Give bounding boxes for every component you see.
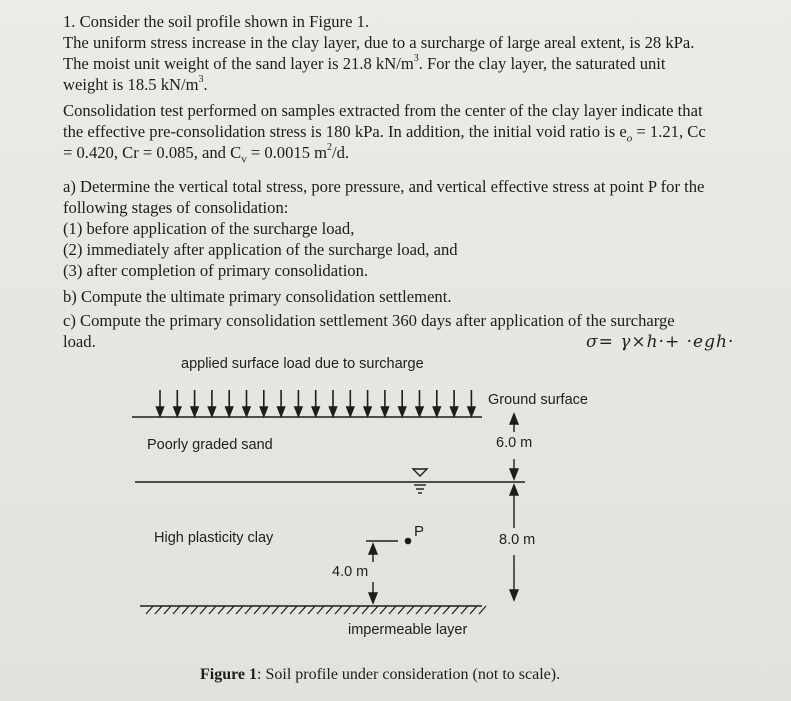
surcharge-arrow [278,390,285,416]
hatch-mark [182,606,189,614]
hatch-mark [470,606,477,614]
hatch-mark [443,606,450,614]
problem-header: 1. Consider the soil profile shown in Figure 1. [63,12,370,31]
surcharge-arrow [468,390,475,416]
hatch-mark [344,606,351,614]
hatch-mark [416,606,423,614]
hatch-mark [164,606,171,614]
surcharge-arrow [433,390,440,416]
hatch-mark [209,606,216,614]
hatch-mark [191,606,198,614]
hatch-mark [353,606,360,614]
hatch-mark [425,606,432,614]
surcharge-arrow [451,390,458,416]
surcharge-arrow [226,390,233,416]
hatch-mark [281,606,288,614]
hatch-mark [263,606,270,614]
hatch-mark [335,606,342,614]
question-b: b) Compute the ultimate primary consolidation settlement. [63,287,452,306]
surcharge-arrow [330,390,337,416]
hatch-mark [272,606,279,614]
point-p [405,538,412,545]
problem-paragraph-2: Consolidation test performed on samples extracted from the center of the clay layer indicate that the effective pre-consolidation stress is 180 kPa. In addition, the initial void ratio is $e_o = 1.21$, Cc = 0.420, Cr = 0.085, and $C_v = 0.0015$ $m^2/d$. [63,101,706,166]
sand-thickness-label: 6.0 m [496,435,533,451]
handwritten-note: σ= γ×h·+ ·egh· [586,332,735,352]
impermeable-base [140,606,486,614]
hatch-mark [407,606,414,614]
surcharge-arrow [157,390,164,416]
point-p-label: P [414,523,425,540]
hatch-mark [371,606,378,614]
hatch-mark [200,606,207,614]
hatch-mark [461,606,468,614]
surcharge-arrow [364,390,371,416]
hatch-mark [155,606,162,614]
hatch-mark [245,606,252,614]
hatch-mark [308,606,315,614]
surcharge-arrow [260,390,267,416]
clay-layer-label: High plasticity clay [154,530,274,546]
hatch-mark [254,606,261,614]
hatch-mark [236,606,243,614]
hatch-mark [389,606,396,614]
surcharge-arrow [399,390,406,416]
hatch-mark [146,606,153,614]
hatch-mark [479,606,486,614]
hatch-mark [326,606,333,614]
water-table-icon [413,469,427,493]
hatch-mark [299,606,306,614]
surcharge-arrow [208,390,215,416]
surcharge-arrow [381,390,388,416]
hatch-mark [380,606,387,614]
figure-caption: Figure 1: Soil profile under consideration (not to scale). [200,666,561,683]
p-depth-dimension [369,544,377,603]
surcharge-arrows [157,390,475,416]
hatch-mark [218,606,225,614]
hatch-mark [173,606,180,614]
hatch-mark [317,606,324,614]
p-depth-label: 4.0 m [332,564,369,580]
question-c: c) Compute the primary consolidation settlement 360 days after application of the surcharge load. [63,311,675,351]
surcharge-arrow [191,390,198,416]
ground-surface-label: Ground surface [488,392,588,408]
surcharge-label: applied surface load due to surcharge [181,356,424,372]
surcharge-arrow [174,390,181,416]
hatch-mark [362,606,369,614]
surcharge-arrow [416,390,423,416]
clay-thickness-label: 8.0 m [499,532,536,548]
surcharge-arrow [312,390,319,416]
hatch-mark [290,606,297,614]
surcharge-arrow [295,390,302,416]
surcharge-arrow [347,390,354,416]
hatch-mark [434,606,441,614]
problem-paragraph-1: The uniform stress increase in the clay layer, due to a surcharge of large areal extent, is 28 kPa. The moist unit weight of the sand layer is 21.8 $kN/m^3$. For the clay layer, the saturated unit weight is 18.5 $kN/m^3$. [63,33,695,94]
surcharge-arrow [243,390,250,416]
question-a: a) Determine the vertical total stress, pore pressure, and vertical effective stress at point P for the following stages of consolidation: (1) before application of the surcharge load, (2) immediately after application of the surcharge load, and (3) after completion of primary consolidation. [63,177,705,280]
impermeable-label: impermeable layer [348,622,468,638]
hatch-mark [452,606,459,614]
hatch-mark [398,606,405,614]
sand-layer-label: Poorly graded sand [147,437,273,453]
hatch-mark [227,606,234,614]
